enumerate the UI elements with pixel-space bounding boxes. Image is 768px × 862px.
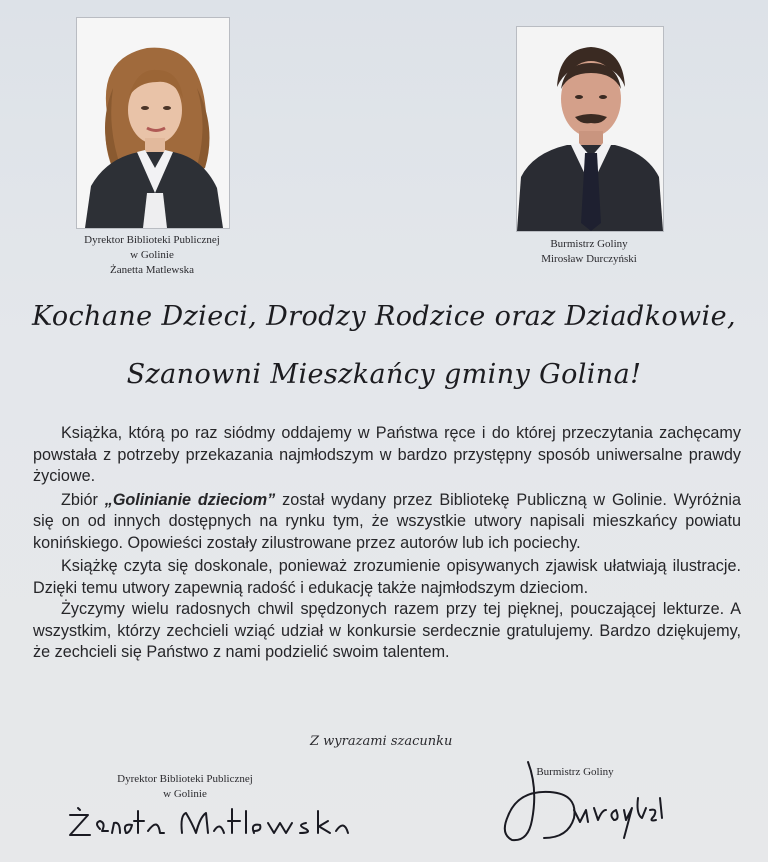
paragraph-4: Życzymy wielu radosnych chwil spędzonych razem przy tej pięknej, pouczającej lekturze. A wszystkim, którzy zechcieli wziąć udział w konkursie serdecznie gratulujemy. Bardzo dziękujemy, że zechcieli się Państwo z nami podzielić swoim talentem. — [33, 600, 741, 661]
greeting-line-1: Kochane Dzieci, Drodzy Rodzice oraz Dziadkowie, — [32, 301, 736, 332]
greeting-line-2: Szanowni Mieszkańcy gminy Golina! — [126, 359, 642, 390]
caption-name: Żanetta Matlewska — [110, 264, 194, 276]
paragraph-2 — [33, 490, 741, 555]
mayor-signature — [498, 758, 668, 848]
caption-title: Burmistrz Goliny — [550, 238, 628, 250]
caption-title: Dyrektor Biblioteki Publicznej — [84, 234, 220, 246]
caption-name: Mirosław Durczyński — [541, 253, 637, 265]
paragraph-3: Książkę czyta się doskonale, ponieważ zrozumienie opisywanych zjawisk ułatwiają ilustracje. Dzięki temu utwory zapewnią radość i edukację także najmłodszym dzieciom. — [33, 557, 741, 597]
director-signature-caption — [100, 772, 270, 802]
mayor-photo-caption — [496, 237, 682, 267]
caption-title: Dyrektor Biblioteki Publicznej — [117, 773, 253, 785]
director-photo-caption — [56, 233, 248, 278]
paragraph-2-rest: został wydany przez Bibliotekę Publiczną w Golinie. Wyróżnia się on od innych dostępnych na rynku tym, że wszystkie utwory napisali mieszkańcy powiatu konińskiego. Opowieści zostały zilustrowane przez autorów lub ich pociechy. — [33, 490, 741, 552]
director-photo — [76, 17, 230, 229]
paragraph-1: Książka, którą po raz siódmy oddajemy w Państwa ręce i do której przeczytania zachęcamy powstała z potrzeby przekazania najmłodszym w bardzo przystępny sposób uniwersalne prawdy życiowe. — [33, 424, 741, 485]
mayor-photo — [516, 26, 664, 232]
caption-place: w Golinie — [163, 788, 207, 800]
closing-phrase: Z wyrazami szacunku — [310, 734, 453, 749]
caption-place: w Golinie — [130, 249, 174, 261]
paragraph-2-start: Zbiór — [61, 490, 105, 509]
portrait-man-image — [517, 27, 663, 231]
director-signature — [60, 803, 350, 843]
caption-title: Burmistrz Goliny — [536, 766, 614, 778]
book-title: „Golinianie dzieciom” — [104, 490, 276, 509]
portrait-woman-image — [77, 18, 229, 228]
letter-body — [33, 423, 741, 664]
